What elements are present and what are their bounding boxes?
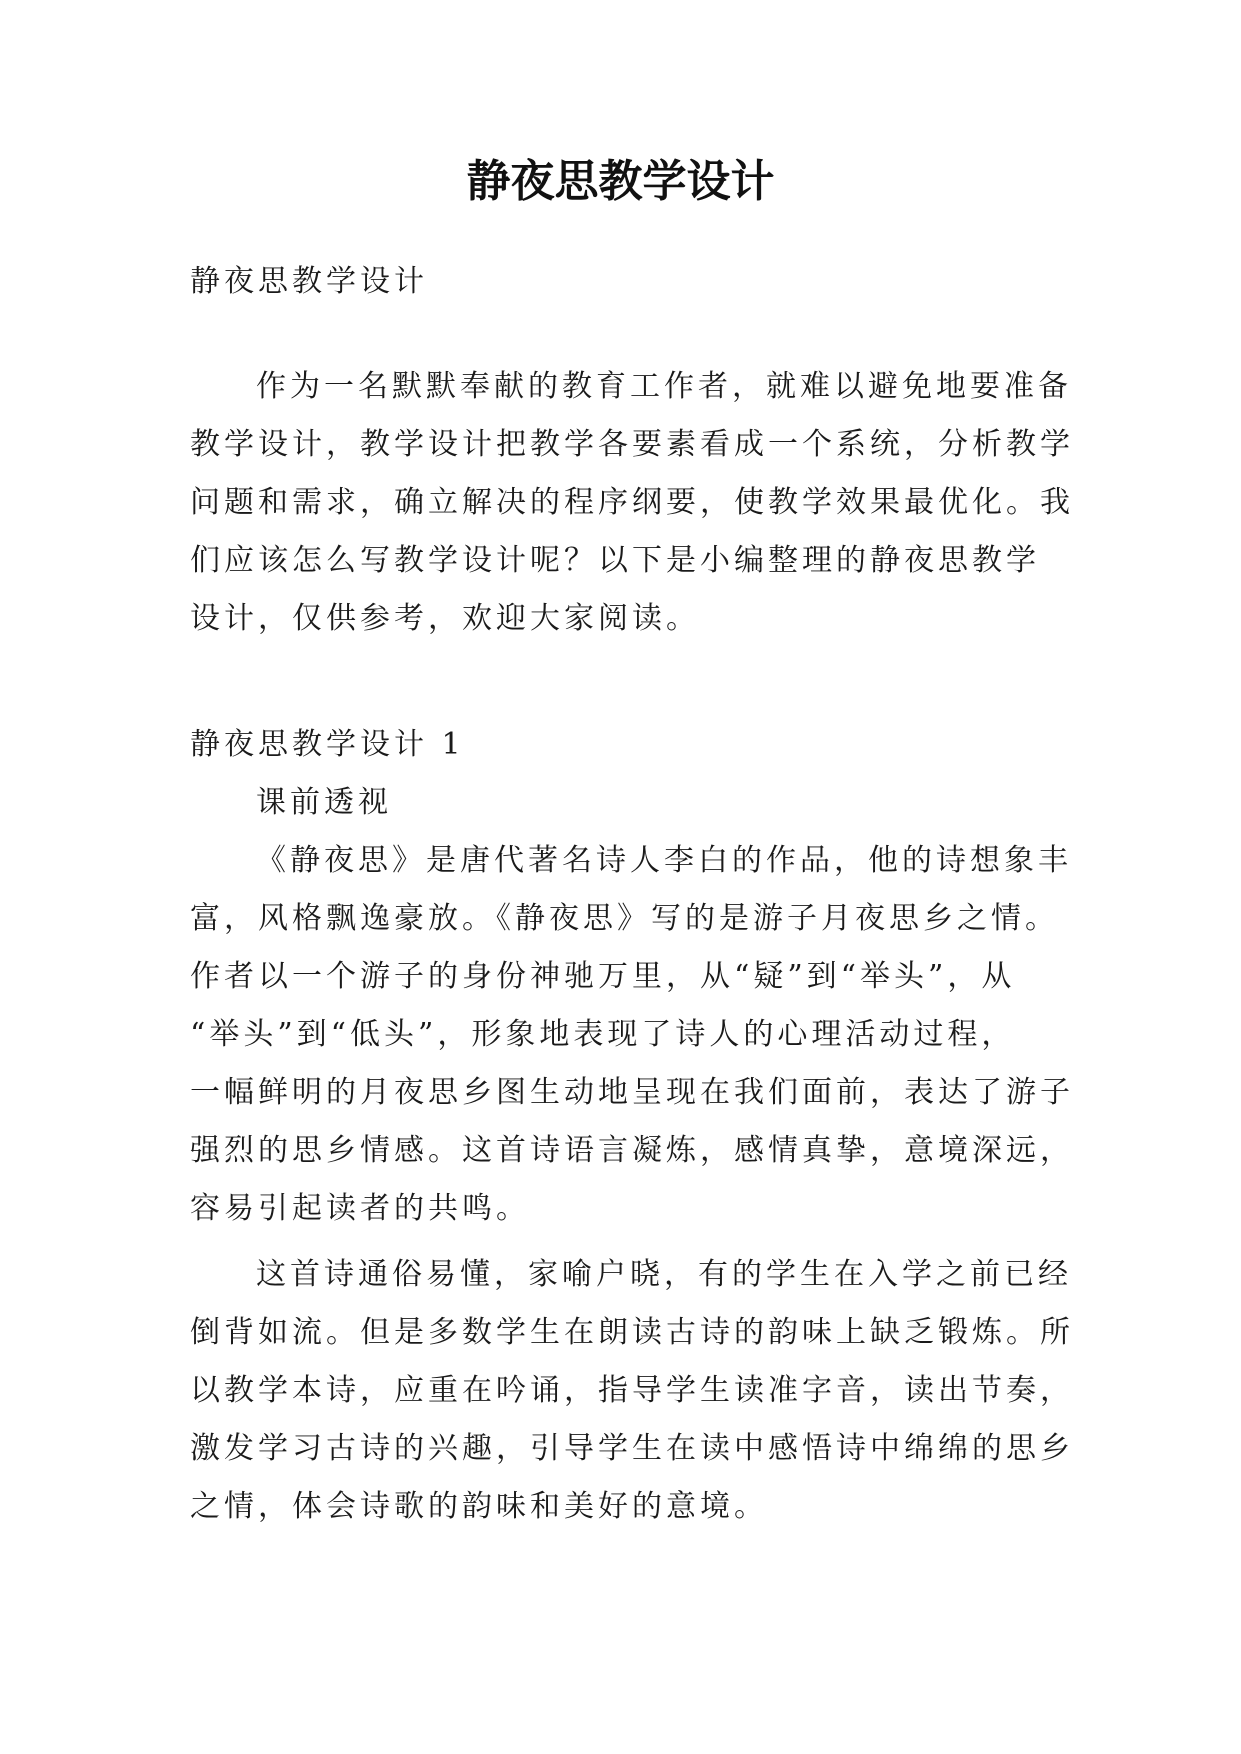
paragraph-line: 容易引起读者的共鸣。 (190, 1191, 530, 1226)
intro-line: 们应该怎么写教学设计呢？以下是小编整理的静夜思教学 (190, 543, 1040, 578)
paragraph-line: 富，风格飘逸豪放。《静夜思》写的是游子月夜思乡之情。 (190, 901, 1059, 936)
paragraph-line: 以教学本诗，应重在吟诵，指导学生读准字音，读出节奏， (190, 1373, 1074, 1408)
intro-line: 问题和需求，确立解决的程序纲要，使教学效果最优化。我 (190, 485, 1074, 520)
paragraph-line: 激发学习古诗的兴趣，引导学生在读中感悟诗中绵绵的思乡 (190, 1431, 1074, 1466)
section-subheading: 课前透视 (256, 785, 392, 820)
document-title: 静夜思教学设计 (466, 156, 775, 207)
paragraph-line: 一幅鲜明的月夜思乡图生动地呈现在我们面前，表达了游子 (190, 1075, 1074, 1110)
section-paragraph-1 (190, 832, 1074, 1238)
paragraph-line: 《静夜思》是唐代著名诗人李白的作品，他的诗想象丰 (256, 843, 1072, 878)
intro-line: 设计，仅供参考，欢迎大家阅读。 (190, 601, 700, 636)
intro-line: 教学设计，教学设计把教学各要素看成一个系统，分析教学 (190, 427, 1074, 462)
intro-paragraph (190, 358, 1074, 648)
section-paragraph-2 (190, 1246, 1074, 1536)
intro-line: 作为一名默默奉献的教育工作者，就难以避免地要准备 (256, 369, 1072, 404)
paragraph-line: 这首诗通俗易懂，家喻户晓，有的学生在入学之前已经 (256, 1257, 1072, 1292)
paragraph-line: 作者以一个游子的身份神驰万里，从“疑”到“举头”，从 (190, 959, 1016, 994)
paragraph-line: 之情，体会诗歌的韵味和美好的意境。 (190, 1489, 768, 1524)
document-subtitle: 静夜思教学设计 (190, 264, 428, 299)
paragraph-line: 倒背如流。但是多数学生在朗读古诗的韵味上缺乏锻炼。所 (190, 1315, 1074, 1350)
paragraph-line: “举头”到“低头”，形象地表现了诗人的心理活动过程， (190, 1017, 1016, 1052)
paragraph-line: 强烈的思乡情感。这首诗语言凝炼，感情真挚，意境深远， (190, 1133, 1074, 1168)
section-heading: 静夜思教学设计 1 (190, 727, 465, 762)
